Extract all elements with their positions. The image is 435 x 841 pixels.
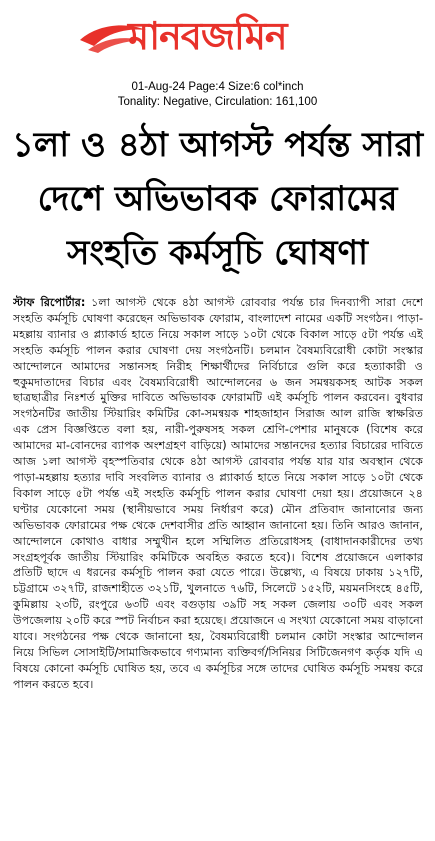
- masthead: [0, 0, 435, 72]
- newspaper-logo: মানবজমিন: [128, 13, 287, 58]
- headline-line-3: সংহতি কর্মসূচি ঘোষণা: [67, 233, 368, 273]
- clip-meta-date-page: 01-Aug-24 Page:4 Size:6 col*inch: [131, 81, 304, 93]
- article-text: ১লা আগস্ট থেকে ৪ঠা আগস্ট রোববার পর্যন্ত চার দিনব্যাপী সারা দেশে সংহতি কর্মসূচি ঘোষণা করেছেন অভিভাবক ফোরাম, বাংলাদেশ নামের একটি সংগঠন। পাড়া-মহল্লায় ব্যানার ও প্ল্যাকার্ড হাতে নিয়ে সকাল সাড়ে ১০টা থেকে বিকাল সাড়ে ৫টা পর্যন্ত এই সংহতি কর্মসূচি পালন করার ঘোষণা দেয় সংগঠনটি। চলমান বৈষম্যবিরোধী কোটা সংস্কার আন্দোলনে আমাদের সন্তানসহ নিরীহ শিক্ষার্থীদের নির্বিচারে গুলি করে হত্যাকারী ও হুকুমদাতাদের বিচার এবং বৈষম্যবিরোধী আন্দোলনের ৬ জন সমন্বয়কসহ আটক সকল ছাত্রছাত্রীর নিঃশর্ত মুক্তির দাবিতে অভিভাবক ফোরামটি এই কর্মসূচি পালন করবেন। বুধবার সংগঠনটির জাতীয় স্টিয়ারিং কমিটির কো-সমন্বয়ক শাহজাহান সিরাজ আল রাজি স্বাক্ষরিত এক প্রেস বিজ্ঞপ্তিতে বলা হয়, নারী-পুরুষসহ সকল শ্রেণি-পেশার মানুষকে (বিশেষ করে আমাদের মা-বোনদের ব্যাপক অংশগ্রহণ বাড়িয়ে) আমাদের সন্তানদের হত্যার বিচারের দাবিতে আজ ১লা আগস্ট বৃহস্পতিবার থেকে ৪ঠা আগস্ট রোববার পর্যন্ত যার যার অবস্থান থেকে পাড়া-মহল্লায় হত্যার দাবি সংবলিত ব্যানার ও প্ল্যাকার্ড হাতে নিয়ে সকাল সাড়ে ১০টা থেকে বিকাল সাড়ে ৫টা পর্যন্ত এই সংহতি কর্মসূচি পালন করার ঘোষণা দেয়া হয়। প্রয়োজনে ২৪ ঘণ্টার যেকোনো সময় (স্থানীয়ভাবে সময় নির্ধারণ করে) মৌন প্রতিবাদ জানানোর জন্য অভিভাবক ফোরামের পক্ষ থেকে দেশবাসীর প্রতি আহ্বান জানানো হয়। তিনি আরও জানান, আন্দোলনে কোথাও বাধার সম্মুখীন হলে সম্মিলিত প্রতিরোধসহ (বাধাদানকারীদের তথ্য সংগ্রহপূর্বক জাতীয় স্টিয়ারিং কমিটিকে অবহিত করতে হবে)। বিশেষ প্রয়োজনে এলাকার প্রতিটি ছাদে এ ধরনের কর্মসূচি পালন করা যেতে পারে। উল্লেখ্য, এ বিষয়ে ঢাকায় ১২৭টি, চট্টগ্রামে ৩২৭টি, রাজশাহীতে ৩২১টি, খুলনাতে ৭৬টি, সিলেটে ১৫২টি, ময়মনসিংহে ৪৫টি, কুমিল্লায় ২৩টি, রংপুরে ৬৩টি এবং বগুড়ায় ৩৯টি সহ সকল জেলায় ৩০টি এবং সকল উপজেলায় ২০টি করে স্পট নির্বাচন করা হয়েছে। প্রয়োজনে এ সংখ্যা যেকোনো সময় বাড়ানো যাবে। সংগঠনের পক্ষ থেকে জানানো হয়, বৈষম্যবিরোধী চলমান কোটা সংস্কার আন্দোলন নিয়ে সিভিল সোসাইটি/সামাজিকভাবে গণ্যমান্য ব্যক্তিবর্গ/সিনিয়র সিটিজেনগণ কর্তৃক যদি এ বিষয়ে কোনো কর্মসূচি ঘোষিত হয়, তবে এ কর্মসূচির সঙ্গে তাদের ঘোষিত কর্মসূচি সমন্বয় করে পালন করতে হবে।: [13, 296, 423, 691]
- byline: স্টাফ রিপোর্টার:: [13, 296, 86, 309]
- headline-line-2: দেশে অভিভাবক ফোরামের: [37, 179, 398, 219]
- article-body: [13, 295, 423, 835]
- headline: [10, 118, 425, 280]
- clip-meta-tonality: Tonality: Negative, Circulation: 161,100: [117, 96, 318, 108]
- headline-line-1: ১লা ও ৪ঠা আগস্ট পর্যন্ত সারা: [11, 125, 424, 165]
